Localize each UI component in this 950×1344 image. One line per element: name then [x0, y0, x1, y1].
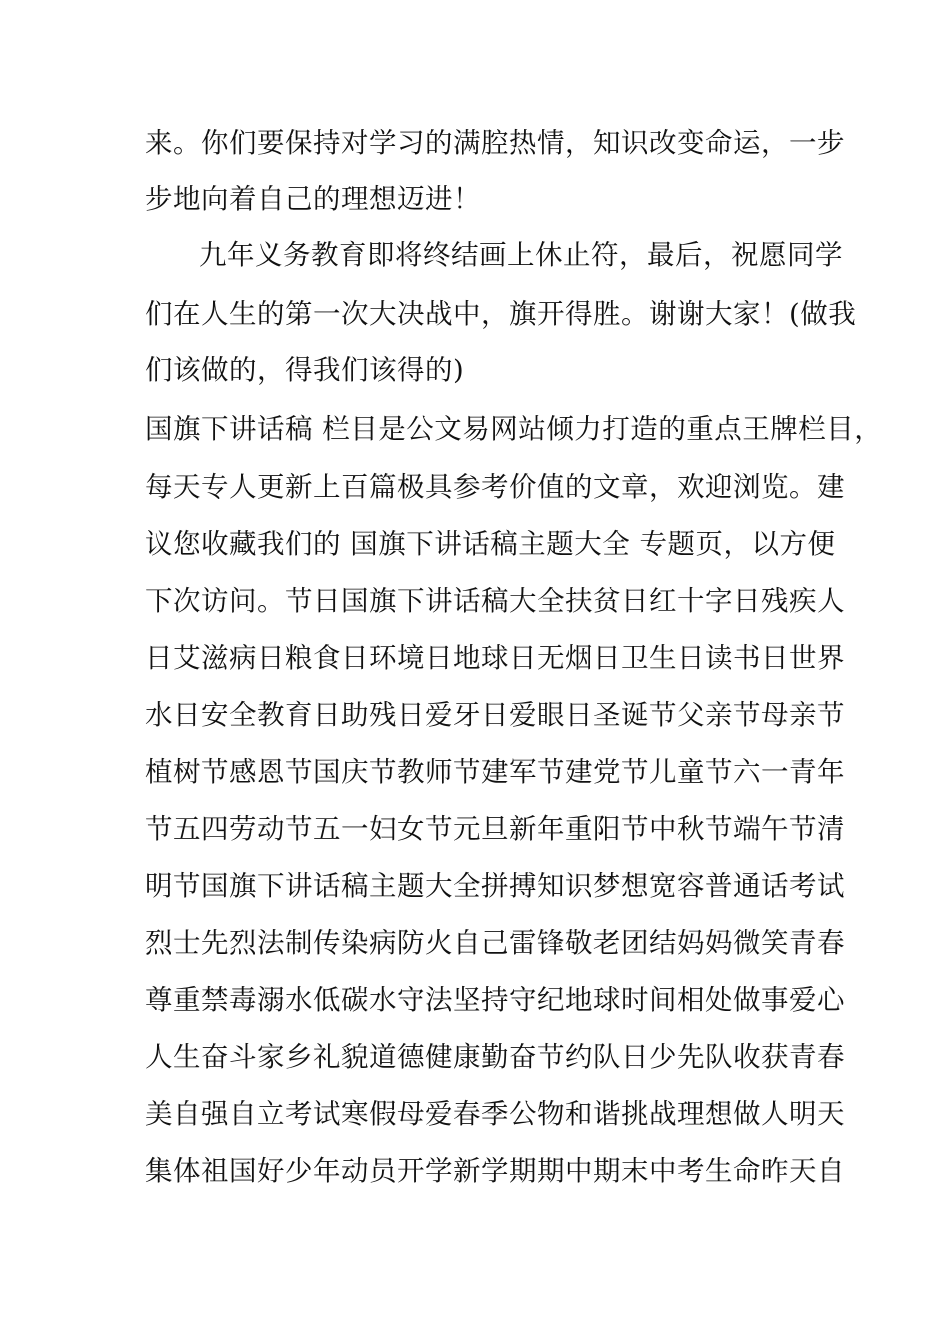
text-line: 下次访问。节日国旗下讲话稿大全扶贫日红十字日残疾人 [145, 585, 845, 617]
text-line: 人生奋斗家乡礼貌道德健康勤奋节约队日少先队收获青春 [145, 1041, 845, 1073]
text-line: 尊重禁毒溺水低碳水守法坚持守纪地球时间相处做事爱心 [145, 984, 845, 1016]
text-line: 植树节感恩节国庆节教师节建军节建党节儿童节六一青年 [145, 756, 845, 788]
text-line: 们该做的，得我们该得的) [145, 354, 465, 386]
text-line: 烈士先烈法制传染病防火自己雷锋敬老团结妈妈微笑青春 [145, 927, 845, 959]
text-line: 步地向着自己的理想迈进！ [145, 183, 481, 215]
text-line: 们在人生的第一次大决战中，旗开得胜。谢谢大家！(做我 [145, 298, 857, 330]
text-line: 美自强自立考试寒假母爱春季公物和谐挑战理想做人明天 [145, 1098, 845, 1130]
text-line: 议您收藏我们的 国旗下讲话稿主题大全 专题页，以方便 [145, 528, 836, 560]
text-line: 国旗下讲话稿 栏目是公文易网站倾力打造的重点王牌栏目， [145, 413, 883, 445]
text-line: 来。你们要保持对学习的满腔热情，知识改变命运，一步 [145, 127, 845, 159]
text-line: 日艾滋病日粮食日环境日地球日无烟日卫生日读书日世界 [145, 642, 845, 674]
paragraph-first-line: 九年义务教育即将终结画上休止符，最后，祝愿同学 [199, 239, 843, 271]
text-line: 集体祖国好少年动员开学新学期期中期末中考生命昨天自 [145, 1155, 845, 1187]
text-line: 每天专人更新上百篇极具参考价值的文章，欢迎浏览。建 [145, 471, 845, 503]
text-line: 节五四劳动节五一妇女节元旦新年重阳节中秋节端午节清 [145, 813, 845, 845]
text-line: 水日安全教育日助残日爱牙日爱眼日圣诞节父亲节母亲节 [145, 699, 845, 731]
text-line: 明节国旗下讲话稿主题大全拼搏知识梦想宽容普通话考试 [145, 870, 845, 902]
